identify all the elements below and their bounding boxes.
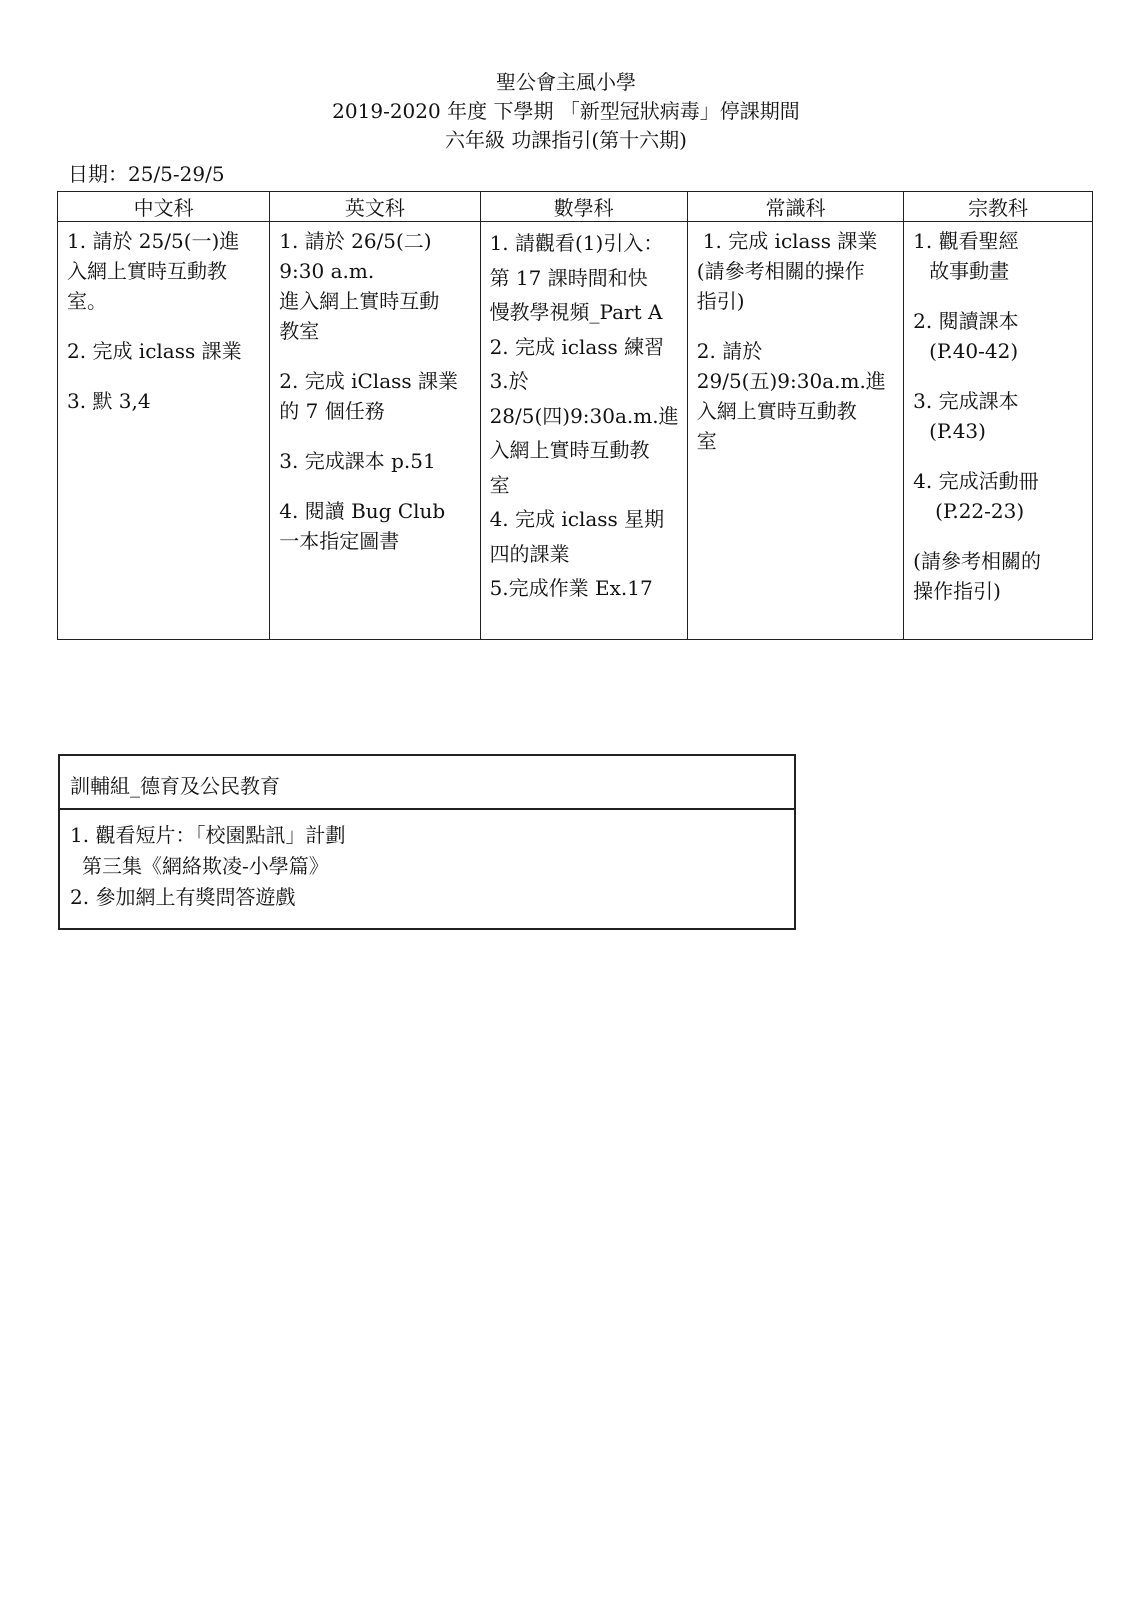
math-line: 1. 請觀看(1)引入：: [489, 231, 664, 255]
moral-line: 1. 觀看短片：「校園點訊」計劃: [70, 823, 346, 847]
english-line: 教室: [279, 319, 320, 343]
moral-line: 第三集《網絡欺凌-小學篇》: [82, 854, 329, 878]
religion-tasks: [904, 222, 1093, 640]
chinese-line: 室。: [67, 289, 107, 313]
re-line: (P.22-23): [935, 499, 1025, 523]
document-header: [0, 68, 1132, 155]
math-line: 28/5(四)9:30a.m.進: [489, 403, 679, 428]
header-math: 數學科: [480, 192, 687, 222]
table-row: [58, 222, 1093, 640]
gs-line: 29/5(五)9:30a.m.進: [696, 369, 886, 393]
chinese-tasks: [58, 222, 270, 640]
english-line: 4. 閱讀 Bug Club: [279, 499, 446, 523]
gs-line: 指引): [696, 289, 745, 313]
re-line: (P.40-42): [929, 339, 1019, 363]
re-line: 3. 完成課本: [913, 389, 1019, 413]
english-tasks: [270, 222, 480, 640]
term-line: 2019-2020 年度 下學期 「新型冠狀病毒」停課期間: [332, 99, 800, 123]
document-title: 六年級 功課指引(第十六期): [445, 128, 687, 152]
math-line: 四的課業: [489, 541, 570, 566]
math-line: 室: [489, 472, 510, 497]
math-tasks: [480, 222, 687, 640]
re-line: 操作指引): [913, 579, 1001, 603]
date-range: 日期：25/5-29/5: [68, 162, 225, 186]
gs-line: 室: [696, 429, 717, 453]
math-line: 第 17 課時間和快: [489, 265, 648, 290]
chinese-line: 2. 完成 iclass 課業: [67, 339, 242, 363]
re-line: 2. 閱讀課本: [913, 309, 1019, 333]
table-header-row: [58, 192, 1093, 222]
gs-line: 1. 完成 iclass 課業: [702, 229, 878, 253]
re-line: 4. 完成活動冊: [913, 469, 1039, 493]
math-line: 2. 完成 iclass 練習: [489, 334, 665, 359]
math-line: 5.完成作業 Ex.17: [489, 576, 653, 600]
general-studies-tasks: [687, 222, 903, 640]
math-line: 3.於: [489, 369, 529, 393]
moral-line: 2. 參加網上有獎問答遊戲: [70, 885, 296, 909]
english-line: 3. 完成課本 p.51: [279, 449, 436, 473]
english-line: 2. 完成 iClass 課業: [279, 369, 458, 393]
re-line: (請參考相關的: [913, 549, 1041, 573]
gs-line: 2. 請於: [696, 339, 763, 363]
moral-education-body: [60, 810, 794, 923]
re-line: 故事動畫: [929, 259, 1010, 283]
header-religion: 宗教科: [904, 192, 1093, 222]
math-line: 入網上實時互動教: [489, 438, 650, 462]
chinese-line: 入網上實時互動教: [67, 259, 227, 283]
moral-education-box: [58, 754, 796, 930]
math-line: 慢教學視頻_Part A: [489, 300, 663, 324]
chinese-line: 1. 請於 25/5(一)進: [67, 229, 240, 253]
math-line: 4. 完成 iclass 星期: [489, 507, 665, 531]
moral-education-title: 訓輔組_德育及公民教育: [60, 756, 794, 810]
header-general-studies: 常識科: [687, 192, 903, 222]
homework-table: [57, 191, 1093, 640]
english-line: 一本指定圖書: [279, 529, 400, 553]
header-chinese: 中文科: [58, 192, 270, 222]
english-line: 進入網上實時互動: [279, 289, 440, 313]
school-name: 聖公會主風小學: [496, 70, 636, 94]
chinese-line: 3. 默 3,4: [67, 389, 151, 413]
re-line: (P.43): [929, 419, 986, 443]
gs-line: (請參考相關的操作: [696, 259, 865, 283]
english-line: 1. 請於 26/5(二): [279, 229, 432, 253]
header-english: 英文科: [270, 192, 480, 222]
english-line: 9:30 a.m.: [279, 259, 375, 283]
english-line: 的 7 個任務: [279, 399, 385, 423]
re-line: 1. 觀看聖經: [913, 229, 1019, 253]
gs-line: 入網上實時互動教: [696, 399, 857, 423]
